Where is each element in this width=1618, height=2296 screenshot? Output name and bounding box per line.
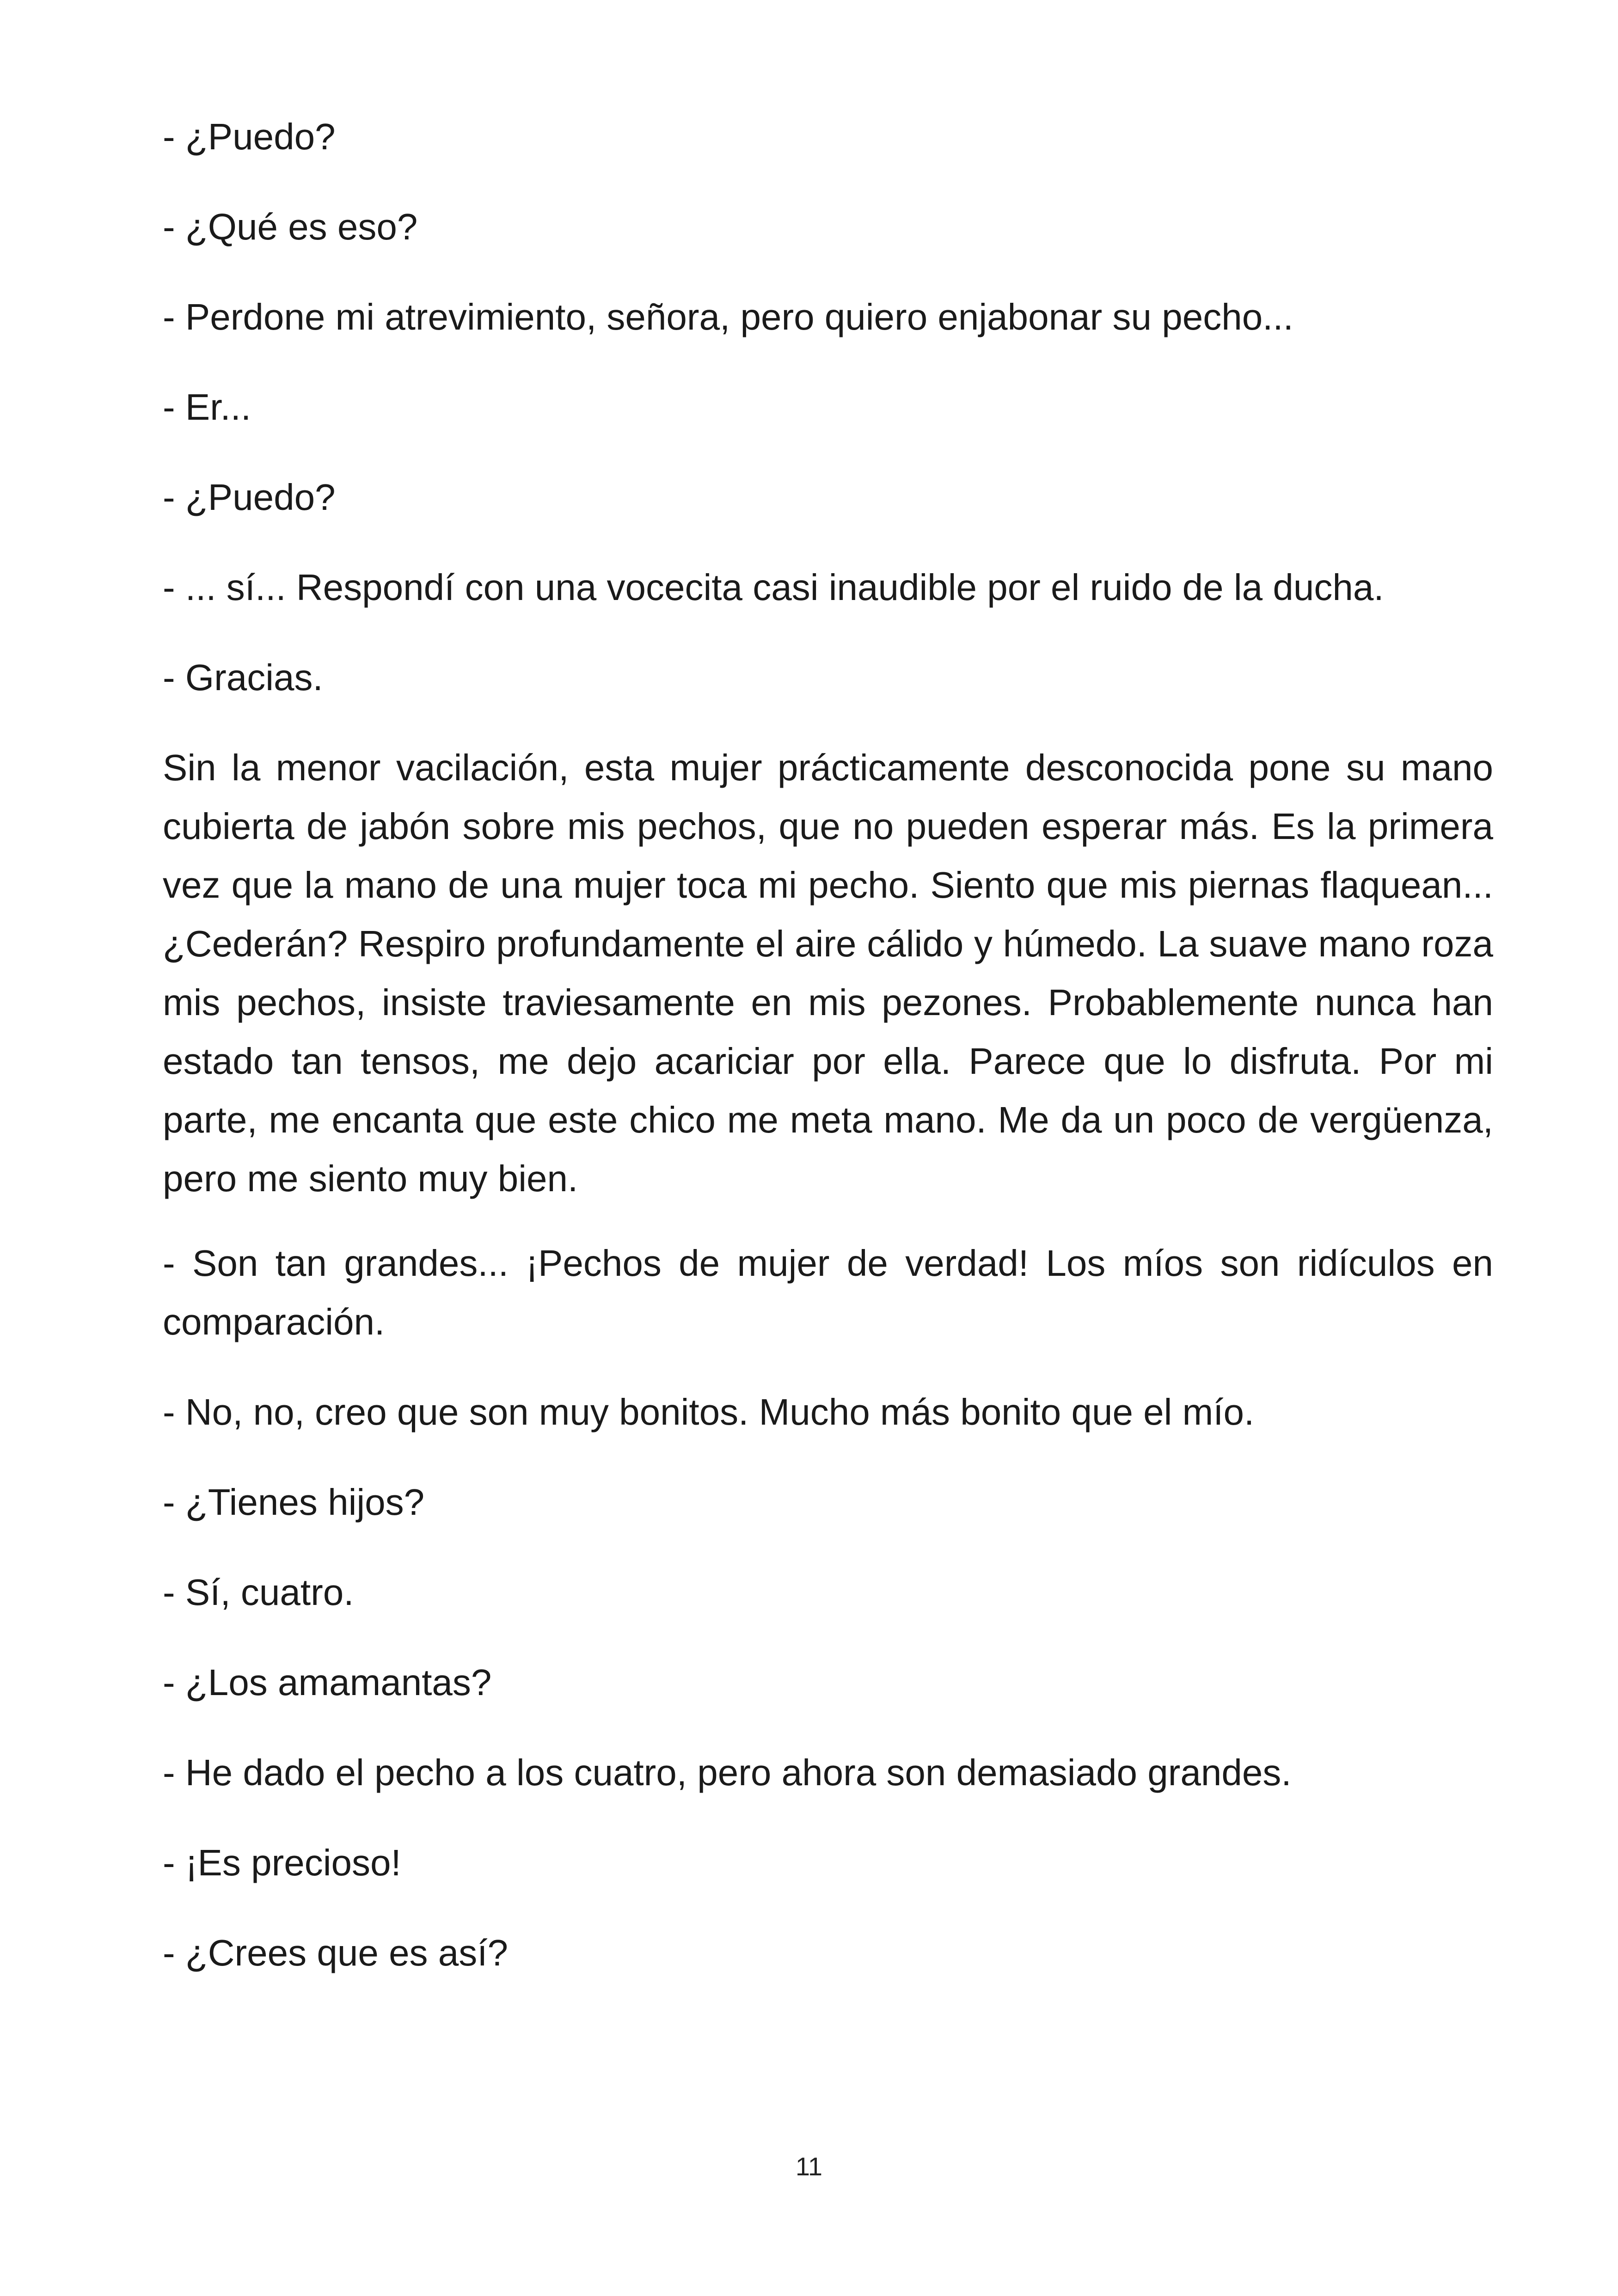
dialogue-line: - Perdone mi atrevimiento, señora, pero quiero enjabonar su pecho... [163, 296, 1293, 337]
dialogue-line: - ¿Qué es eso? [163, 206, 418, 247]
dialogue-line: - Son tan grandes... ¡Pechos de mujer de verdad! Los míos son ridículos en comparación. [163, 1243, 1493, 1342]
narrative-paragraph: Sin la menor vacilación, esta mujer prácticamente desconocida pone su mano cubierta de jabón sobre mis pechos, que no pueden esperar más. Es la primera vez que la mano de una mujer toca mi pecho. Siento que mis piernas flaquean... ¿Cederán? Respiro profundamente el aire cálido y húmedo. La suave mano roza mis pechos, insiste traviesamente en mis pezones. Probablemente nunca han estado tan tensos, me dejo acariciar por ella. Parece que lo disfruta. Por mi parte, me encanta que este chico me meta mano. Me da un poco de vergüenza, pero me siento muy bien. [163, 747, 1493, 1199]
body-text [163, 107, 1493, 2014]
dialogue-line: - ¡Es precioso! [163, 1842, 401, 1883]
dialogue-line: - ¿Puedo? [163, 477, 336, 518]
dialogue-line: - ¿Tienes hijos? [163, 1482, 425, 1523]
page-number: 11 [795, 2152, 823, 2181]
dialogue-line: - Gracias. [163, 657, 323, 698]
dialogue-line: - Er... [163, 386, 251, 428]
dialogue-line: - Sí, cuatro. [163, 1572, 354, 1613]
dialogue-line: - ¿Puedo? [163, 116, 336, 157]
dialogue-line: - No, no, creo que son muy bonitos. Mucho más bonito que el mío. [163, 1391, 1255, 1433]
dialogue-line: - He dado el pecho a los cuatro, pero ahora son demasiado grandes. [163, 1752, 1292, 1793]
dialogue-line: - ... sí... Respondí con una vocecita casi inaudible por el ruido de la ducha. [163, 567, 1384, 608]
dialogue-line: - ¿Crees que es así? [163, 1932, 508, 1973]
dialogue-line: - ¿Los amamantas? [163, 1662, 492, 1703]
